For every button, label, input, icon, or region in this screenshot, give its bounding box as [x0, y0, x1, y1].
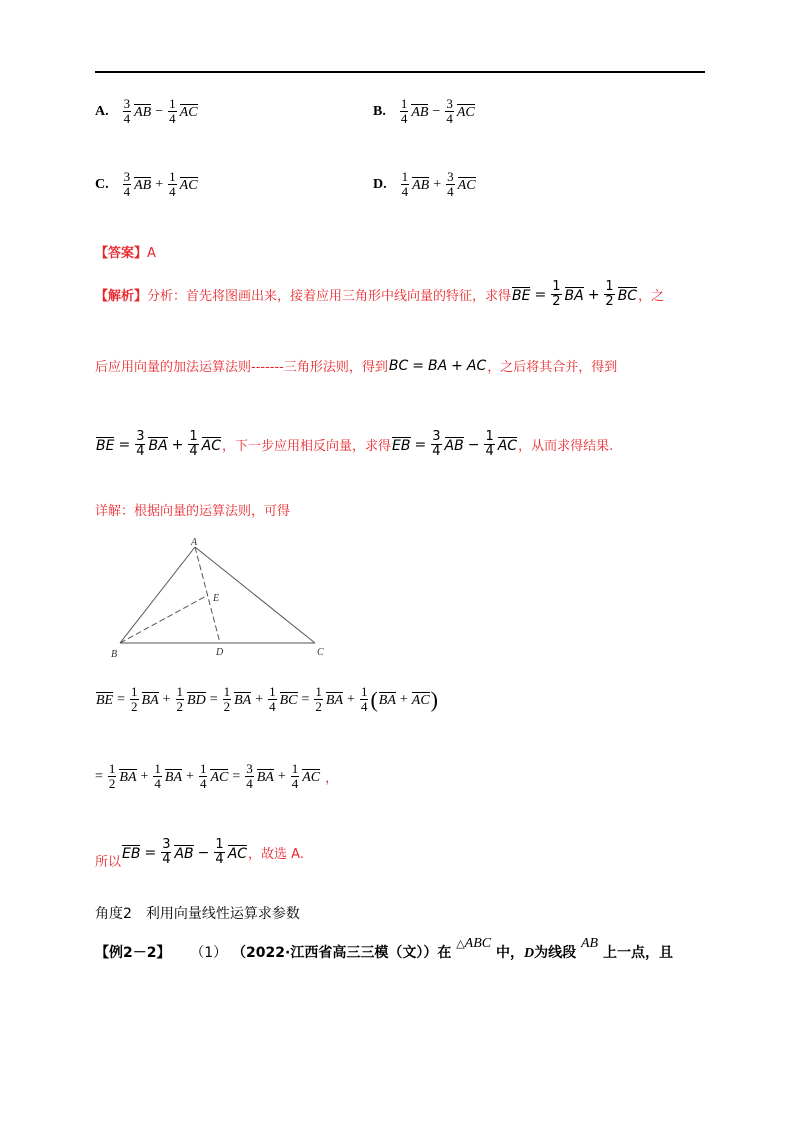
vector: AC	[456, 104, 475, 120]
vector: AC	[179, 177, 198, 193]
label-c: C	[317, 647, 324, 658]
vector: AB	[412, 177, 430, 193]
formula-be: BE = $\frac{3}{4}$ BA + $\frac{1}{4}$ AC	[96, 429, 222, 459]
option-c	[95, 170, 199, 199]
example-tag: 【例2－2】	[95, 945, 171, 961]
answer-line	[95, 242, 156, 261]
conclusion-line	[95, 835, 304, 870]
formula-eb: EB = $\frac{3}{4}$ AB − $\frac{1}{4}$ AC	[392, 429, 518, 459]
formula-bc-sum: BC = BA + AC	[388, 357, 487, 374]
example-number: （1）	[190, 945, 228, 961]
analysis-text: ，从而求得结果.	[518, 439, 614, 454]
example-text: 为线段	[534, 945, 577, 961]
example-source: （2022·江西省高三三模（文））在	[232, 945, 452, 961]
option-d	[373, 170, 477, 199]
analysis-text: ，下一步应用相反向量，求得	[222, 439, 392, 454]
segment-ab: AB	[581, 936, 599, 951]
side-ab	[120, 547, 195, 643]
formula-be-half: BE = $\frac{1}{2}$ BA + $\frac{1}{2}$ BC	[512, 279, 638, 309]
analysis-text: ，之后将其合并，得到	[487, 360, 618, 375]
vector: AB	[134, 177, 152, 193]
label-e: E	[213, 593, 220, 604]
conclusion-suffix: ，故选 A.	[248, 847, 304, 862]
fraction: $\frac{1}{4}$	[169, 96, 176, 126]
header-rule	[95, 71, 705, 73]
analysis-line-3	[95, 430, 613, 459]
example-text: 上一点，且	[602, 945, 673, 961]
option-a	[95, 97, 199, 126]
fraction: $\frac{3}{4}$	[446, 96, 453, 126]
fraction: $\frac{3}{4}$	[123, 169, 131, 199]
answer-value: A	[147, 246, 156, 261]
fraction: $\frac{3}{4}$	[123, 96, 131, 126]
point-d: D	[524, 946, 535, 961]
vector: AC	[179, 104, 198, 120]
formula-eb-final: EB = $\frac{3}{4}$ AB − $\frac{1}{4}$ AC	[122, 837, 248, 867]
option-b	[373, 97, 476, 126]
section-title: 角度2 利用向量线性运算求参数	[95, 906, 300, 922]
option-label: B.	[373, 103, 386, 119]
vector: AC	[457, 177, 476, 193]
detail-line	[95, 500, 290, 519]
label-a: A	[191, 537, 198, 548]
vector: AB	[411, 104, 429, 120]
segment-be	[120, 595, 208, 643]
analysis-line-1	[95, 280, 664, 309]
operator: −	[432, 103, 441, 119]
triangle-figure	[105, 535, 335, 665]
analysis-tag: 【解析】	[95, 289, 148, 304]
label-d: D	[216, 647, 224, 658]
analysis-text: 后应用向量的加法运算法则-------三角形法则，得到	[95, 360, 388, 375]
fraction: $\frac{1}{4}$	[400, 96, 408, 126]
analysis-text: 分析：首先将图画出来，接着应用三角形中线向量的特征，求得	[147, 289, 512, 304]
derivation-line-1: BE = $\frac{1}{2}$ BA + $\frac{1}{2}$ BD = $\frac{1}{2}$ BA + $\frac{1}{4}$ BC = $\frac{1}{2}$ BA + $\frac{1}{4}$ ( BA + AC )	[96, 684, 438, 714]
answer-tag: 【答案】	[95, 246, 148, 261]
fraction: $\frac{1}{4}$	[169, 169, 176, 199]
analysis-line-2	[95, 356, 617, 375]
fraction: $\frac{3}{4}$	[447, 169, 454, 199]
operator: +	[155, 176, 164, 192]
detail-text: 详解：根据向量的运算法则，可得	[95, 504, 291, 519]
fraction: $\frac{1}{4}$	[401, 169, 409, 199]
operator: +	[433, 176, 442, 192]
option-label: D.	[373, 176, 387, 192]
operator: −	[155, 103, 164, 119]
example-line: 【例2－2】 （1） （2022·江西省高三三模（文））在 △ABC 中，D为线段 AB 上一点，且	[95, 936, 673, 961]
option-label: A.	[95, 103, 109, 119]
example-text: 中，	[496, 945, 524, 961]
vector: AB	[134, 104, 152, 120]
triangle-abc: ABC	[464, 936, 492, 951]
derivation-line-2: = $\frac{1}{2}$ BA + $\frac{1}{4}$ BA + $\frac{1}{4}$ AC = $\frac{3}{4}$ BA + $\frac{1}{4}$ AC ，	[95, 761, 339, 791]
analysis-text: ，之	[638, 289, 665, 304]
label-b: B	[111, 649, 118, 660]
option-label: C.	[95, 176, 109, 192]
conclusion-prefix: 所以	[95, 855, 122, 870]
